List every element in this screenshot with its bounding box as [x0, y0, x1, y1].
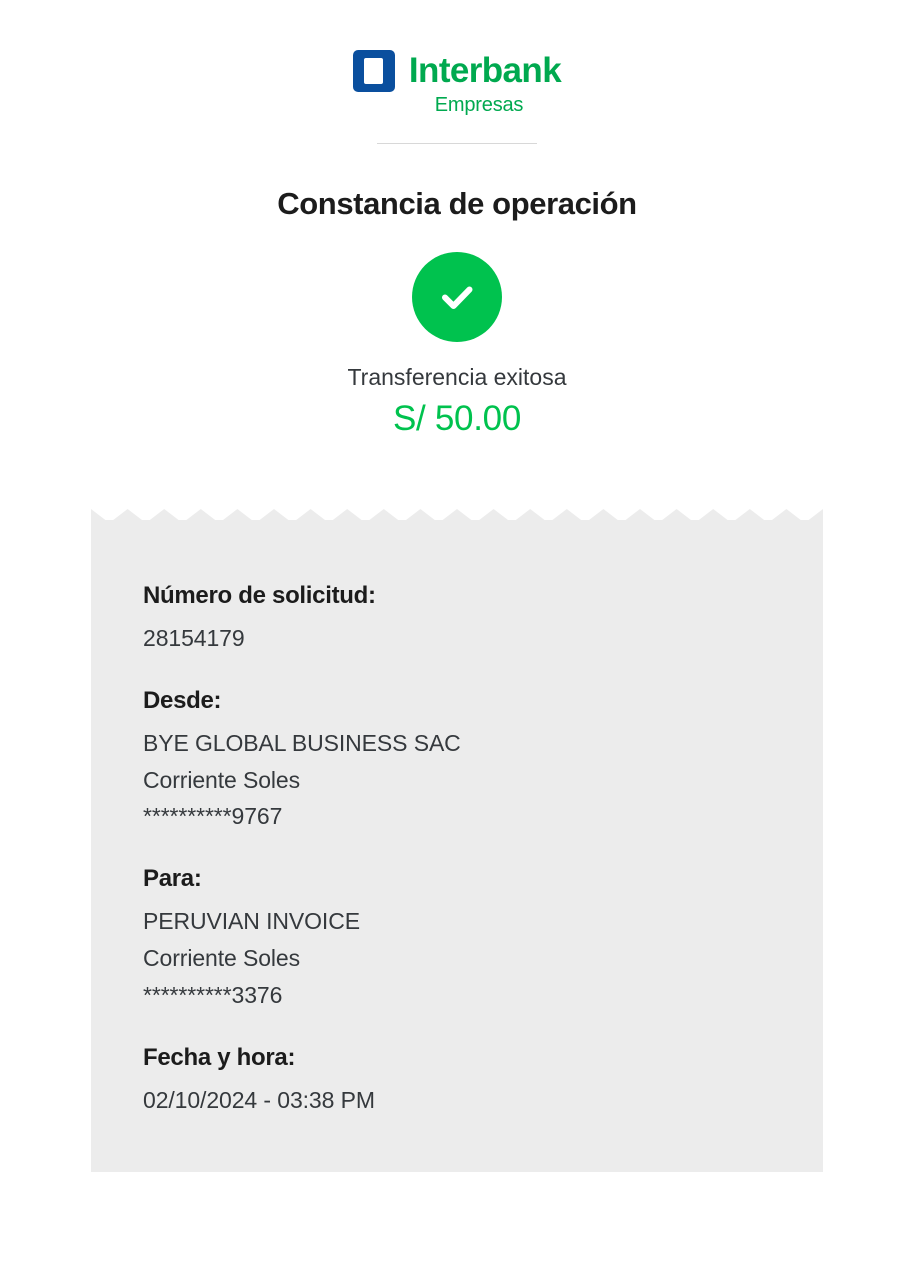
status-text: Transferencia exitosa — [347, 364, 567, 390]
field-desde — [143, 687, 771, 835]
brand-name: Interbank — [408, 51, 562, 90]
status-icon-wrap — [0, 252, 914, 342]
field-para — [143, 865, 771, 1013]
interbank-square-icon — [353, 50, 395, 92]
field-label: Número de solicitud: — [143, 582, 376, 609]
check-circle-icon — [412, 252, 502, 342]
field-fecha-hora — [143, 1044, 771, 1119]
field-label: Desde: — [143, 686, 222, 714]
brand-logo — [353, 50, 561, 92]
field-label: Fecha y hora: — [143, 1043, 296, 1071]
field-value: 28154179 — [143, 625, 245, 651]
brand-segment: Empresas — [434, 94, 524, 116]
field-value: PERUVIAN INVOICE Corriente Soles **********3376 — [143, 908, 360, 1008]
brand-header — [0, 0, 914, 144]
page-title: Constancia de operación — [277, 186, 637, 221]
field-label: Para: — [143, 865, 202, 893]
field-value: 02/10/2024 - 03:38 PM — [143, 1086, 375, 1113]
header-divider — [377, 143, 537, 144]
field-numero-solicitud — [143, 582, 771, 657]
field-value: BYE GLOBAL BUSINESS SAC Corriente Soles **********9767 — [143, 729, 461, 830]
amount-value: S/ 50.00 — [393, 399, 521, 438]
receipt-body — [91, 520, 823, 1172]
